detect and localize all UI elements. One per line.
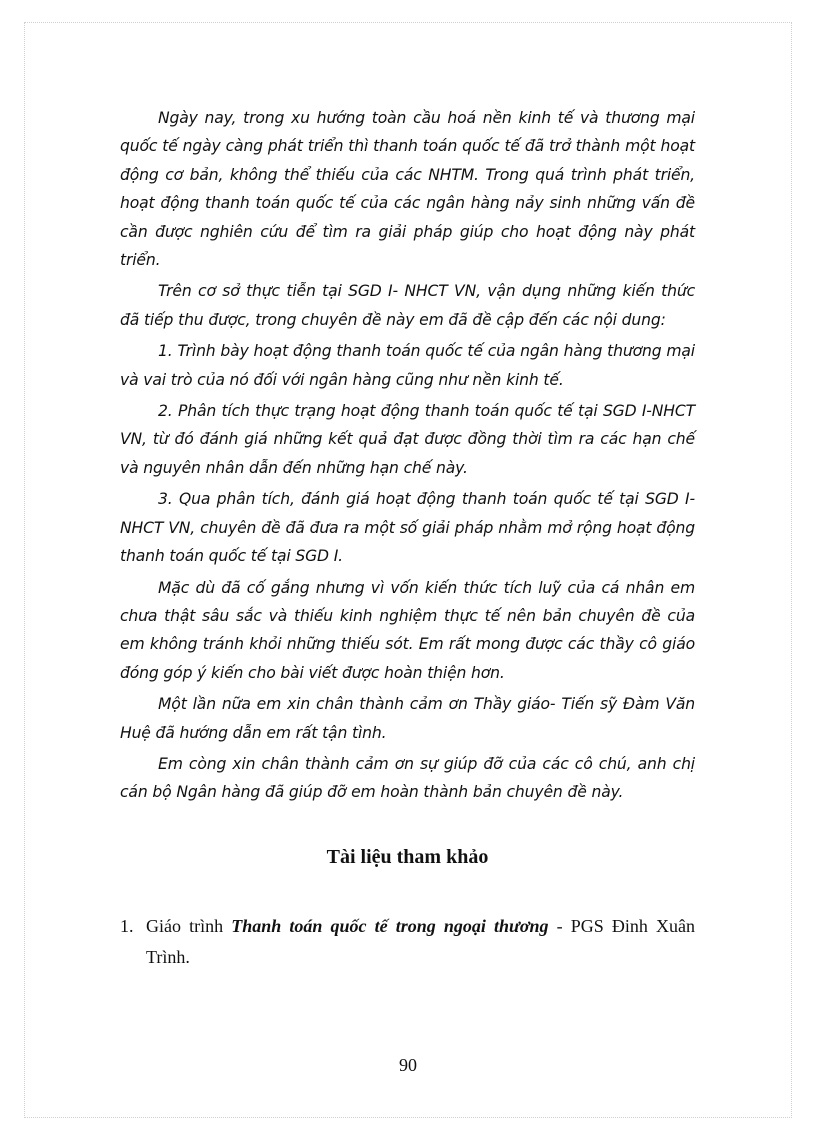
paragraph-basis: Trên cơ sở thực tiễn tại SGD I- NHCT VN, vận dụng những kiến thức đã tiếp thu được, trong chuyên đề này em đã đề cập đến các nội dung: bbox=[120, 282, 695, 329]
reference-author: - PGS Đinh Xuân Trình. bbox=[146, 916, 695, 967]
references-list bbox=[120, 911, 695, 973]
reference-item bbox=[120, 911, 695, 973]
references-heading: Tài liệu tham khảo bbox=[326, 846, 489, 868]
paragraph-point-1: 1. Trình bày hoạt động thanh toán quốc tế của ngân hàng thương mại và vai trò của nó đối với ngân hàng cũng như nền kinh tế. bbox=[120, 342, 695, 389]
page-number: 90 bbox=[399, 1055, 417, 1075]
reference-title: Thanh toán quốc tế trong ngoại thương bbox=[231, 916, 549, 936]
paragraph-thanks-staff: Em còng xin chân thành cảm ơn sự giúp đỡ của các cô chú, anh chị cán bộ Ngân hàng đã giúp đỡ em hoàn thành bản chuyên đề này. bbox=[120, 754, 695, 802]
paragraph-limitations: Mặc dù đã cố gắng nhưng vì vốn kiến thức tích luỹ của cá nhân em chưa thật sâu sắc và thiếu kinh nghiệm thực tế nên bản chuyên đề của em không tránh khỏi những thiếu sót. Em rất mong được các thầy cô giáo đóng góp ý kiến cho bài viết được hoàn thiện hơn. bbox=[120, 578, 695, 682]
reference-number: 1. bbox=[120, 916, 134, 936]
paragraph-intro: Ngày nay, trong xu hướng toàn cầu hoá nền kinh tế và thương mại quốc tế ngày càng phát triển thì thanh toán quốc tế đã trở thành một hoạt động cơ bản, không thể thiếu của các NHTM. Trong quá trình phát triển, hoạt động thanh toán quốc tế của các ngân hàng nảy sinh những vấn đề cần được nghiên cứu để tìm ra giải pháp giúp cho hoạt động này phát triển. bbox=[120, 109, 695, 270]
reference-prefix: Giáo trình bbox=[146, 916, 232, 936]
body-text bbox=[120, 104, 695, 810]
paragraph-point-2: 2. Phân tích thực trạng hoạt động thanh toán quốc tế tại SGD I-NHCT VN, từ đó đánh giá những kết quả đạt được đồng thời tìm ra các hạn chế và nguyên nhân dẫn đến những hạn chế này. bbox=[120, 402, 695, 477]
paragraph-thanks-advisor: Một lần nữa em xin chân thành cảm ơn Thầy giáo- Tiến sỹ Đàm Văn Huệ đã hướng dẫn em rất tận tình. bbox=[120, 695, 695, 742]
paragraph-point-3: 3. Qua phân tích, đánh giá hoạt động thanh toán quốc tế tại SGD I-NHCT VN, chuyên đề đã đưa ra một số giải pháp nhằm mở rộng hoạt động thanh toán quốc tế tại SGD I. bbox=[120, 490, 695, 566]
